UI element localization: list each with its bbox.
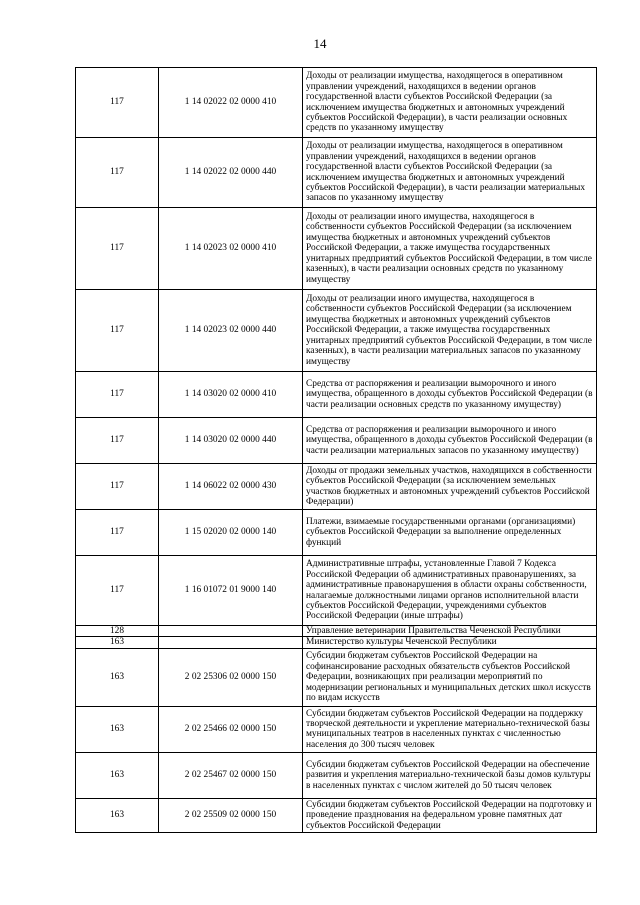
table-row (76, 752, 597, 798)
table-row (76, 706, 597, 752)
table-row (76, 510, 597, 556)
income-name-cell: Административные штрафы, установленные Главой 7 Кодекса Российской Федерации об административных правонарушениях, за административные правонарушения в области охраны собственности, налагаемые должностными лицами органов исполнительной власти субъектов Российской Федерации, учреждениями субъектов Российской Федерации (иные штрафы) (303, 556, 597, 626)
admin-code-cell: 163 (76, 637, 159, 648)
admin-code-cell: 117 (76, 372, 159, 418)
admin-code-cell: 117 (76, 556, 159, 626)
budget-code-cell: 1 14 02023 02 0000 440 (159, 290, 303, 372)
income-name-cell: Министерство культуры Чеченской Республики (303, 637, 597, 648)
table-row (76, 464, 597, 510)
admin-code-cell: 163 (76, 798, 159, 832)
budget-code-cell: 2 02 25306 02 0000 150 (159, 648, 303, 706)
table-row (76, 290, 597, 372)
income-name-cell: Субсидии бюджетам субъектов Российской Федерации на поддержку творческой деятельности и укрепление материально-технической базы муниципальных театров в населенных пунктах с численностью населения до 300 тысяч человек (303, 706, 597, 752)
admin-code-cell: 163 (76, 648, 159, 706)
income-name-cell: Доходы от реализации иного имущества, находящегося в собственности субъектов Российской Федерации (за исключением имущества бюджетных и автономных учреждений субъектов Российской Федерации, а также имущества государственных унитарных предприятий субъектов Российской Федерации, в том числе казенных), в части реализации материальных запасов по указанному имуществу (303, 290, 597, 372)
income-name-cell: Субсидии бюджетам субъектов Российской Федерации на софинансирование расходных обязательств субъектов Российской Федерации, возникающих при реализации мероприятий по модернизации региональных и муниципальных детских школ искусств по видам искусств (303, 648, 597, 706)
admin-code-cell: 117 (76, 68, 159, 138)
budget-code-cell: 1 14 03020 02 0000 440 (159, 418, 303, 464)
income-name-cell: Доходы от реализации имущества, находящегося в оперативном управлении учреждений, находящихся в ведении органов государственной власти субъектов Российской Федерации (за исключением имущества бюджетных и автономных учреждений субъектов Российской Федерации), в части реализации основных средств по указанному имуществу (303, 68, 597, 138)
income-name-cell: Управление ветеринарии Правительства Чеченской Республики (303, 626, 597, 637)
admin-code-cell: 117 (76, 464, 159, 510)
admin-code-cell: 117 (76, 138, 159, 208)
budget-code-cell: 1 14 06022 02 0000 430 (159, 464, 303, 510)
table-row (76, 68, 597, 138)
budget-classification-table (75, 67, 597, 833)
budget-code-cell: 1 15 02020 02 0000 140 (159, 510, 303, 556)
admin-code-cell: 117 (76, 418, 159, 464)
table-row (76, 556, 597, 626)
income-name-cell: Доходы от продажи земельных участков, находящихся в собственности субъектов Российской Федерации (за исключением земельных участков бюджетных и автономных учреждений субъектов Российской Федерации) (303, 464, 597, 510)
budget-code-cell: 2 02 25467 02 0000 150 (159, 752, 303, 798)
income-name-cell: Доходы от реализации имущества, находящегося в оперативном управлении учреждений, находящихся в ведении органов государственной власти субъектов Российской Федерации (за исключением имущества бюджетных и автономных учреждений субъектов Российской Федерации), в части реализации материальных запасов по указанному имуществу (303, 138, 597, 208)
table-row (76, 626, 597, 637)
budget-code-cell: 1 14 02022 02 0000 410 (159, 68, 303, 138)
admin-code-cell: 117 (76, 510, 159, 556)
admin-code-cell: 128 (76, 626, 159, 637)
budget-code-cell (159, 637, 303, 648)
budget-code-cell: 2 02 25466 02 0000 150 (159, 706, 303, 752)
table-row (76, 138, 597, 208)
table-row (76, 208, 597, 290)
table-row (76, 798, 597, 832)
income-name-cell: Платежи, взимаемые государственными органами (организациями) субъектов Российской Федерации за выполнение определенных функций (303, 510, 597, 556)
income-name-cell: Средства от распоряжения и реализации выморочного и иного имущества, обращенного в доходы субъектов Российской Федерации (в части реализации основных средств по указанному имуществу) (303, 372, 597, 418)
budget-code-cell: 1 14 03020 02 0000 410 (159, 372, 303, 418)
income-name-cell: Субсидии бюджетам субъектов Российской Федерации на обеспечение развития и укрепления материально-технической базы домов культуры в населенных пунктах с числом жителей до 50 тысяч человек (303, 752, 597, 798)
admin-code-cell: 163 (76, 706, 159, 752)
table-row (76, 637, 597, 648)
table-row (76, 372, 597, 418)
budget-code-cell: 1 16 01072 01 9000 140 (159, 556, 303, 626)
budget-code-cell: 2 02 25509 02 0000 150 (159, 798, 303, 832)
income-name-cell: Средства от распоряжения и реализации выморочного и иного имущества, обращенного в доходы субъектов Российской Федерации (в части реализации материальных запасов по указанному имуществу) (303, 418, 597, 464)
budget-code-cell (159, 626, 303, 637)
table-row (76, 418, 597, 464)
income-name-cell: Субсидии бюджетам субъектов Российской Федерации на подготовку и проведение празднования на федеральном уровне памятных дат субъектов Российской Федерации (303, 798, 597, 832)
admin-code-cell: 117 (76, 208, 159, 290)
table-row (76, 648, 597, 706)
budget-code-cell: 1 14 02022 02 0000 440 (159, 138, 303, 208)
budget-code-cell: 1 14 02023 02 0000 410 (159, 208, 303, 290)
page-number: 14 (313, 36, 327, 51)
income-name-cell: Доходы от реализации иного имущества, находящегося в собственности субъектов Российской Федерации (за исключением имущества бюджетных и автономных учреждений субъектов Российской Федерации, а также имущества государственных унитарных предприятий субъектов Российской Федерации, в том числе казенных), в части реализации основных средств по указанному имуществу (303, 208, 597, 290)
admin-code-cell: 163 (76, 752, 159, 798)
admin-code-cell: 117 (76, 290, 159, 372)
